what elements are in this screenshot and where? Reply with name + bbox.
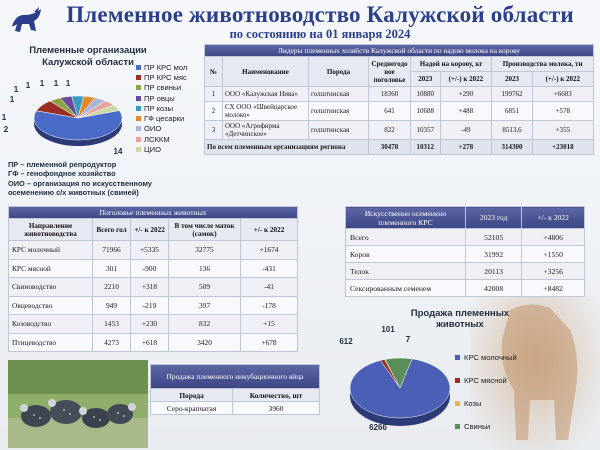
note-line: ПР – племенной репродуктор: [8, 160, 117, 169]
legend-swatch: [455, 355, 460, 360]
cell: +1674: [241, 241, 298, 260]
table-total-row: [205, 140, 594, 155]
sales-chart-legend: [455, 346, 565, 438]
note-line: осеменению с/х животных (свиней): [8, 188, 139, 198]
cell: +8482: [522, 280, 585, 297]
col-prod-diff: (+/-) к 2022: [532, 72, 593, 87]
cell: КРС молочный: [9, 241, 93, 260]
legend-item: [136, 124, 206, 134]
cell: +23018: [532, 140, 593, 155]
cell: Телок: [346, 263, 466, 280]
legend-swatch: [136, 116, 141, 121]
cell: +15: [241, 315, 298, 334]
col-prod: Производства молока, тн: [492, 57, 594, 72]
table-row: [205, 102, 594, 121]
cell: 10688: [411, 102, 441, 121]
cell: ООО «Агрофирма «Детчинское»: [223, 121, 309, 140]
cell: 20113: [466, 263, 522, 280]
pie-data-label: 1: [65, 79, 71, 88]
cell: +230: [131, 315, 169, 334]
cell: -49: [440, 121, 492, 140]
cell: 10312: [411, 140, 441, 155]
cell: Свиноводство: [9, 278, 93, 297]
hatch-col-qty: Количество, шт: [233, 389, 320, 402]
cell: 42008: [466, 280, 522, 297]
pie-data-label: 612: [339, 337, 353, 346]
hatch-caption: Продажа племенного инкубационного яйца: [151, 365, 320, 389]
cell: 2: [205, 102, 223, 121]
guinea-fowl-photo: [8, 360, 148, 448]
legend-label: ПР КРС мол: [144, 62, 188, 72]
orgs-chart-legend: [136, 62, 206, 155]
cell: 30478: [369, 140, 411, 155]
orgs-chart-title: Племенные организации Калужской области: [29, 45, 147, 68]
note-line: ОИО – организация по искусственному: [8, 178, 152, 188]
legend-label: ОИО: [144, 124, 162, 134]
cell: 6851: [492, 102, 532, 121]
legend-label: ГФ цесарки: [144, 114, 185, 124]
col-total: Всего гол: [93, 219, 131, 241]
cell: 3: [205, 121, 223, 140]
cell: 10357: [411, 121, 441, 140]
cell: голштинская: [309, 102, 369, 121]
ai-col-year: 2023 год: [466, 207, 522, 229]
legend-label: ЦИО: [144, 145, 161, 155]
cell: -178: [241, 296, 298, 315]
cell: 4273: [93, 333, 131, 352]
cell: Птицеводство: [9, 333, 93, 352]
cell: +3256: [522, 263, 585, 280]
cell: КРС мясной: [9, 259, 93, 278]
hatchery-table: [150, 364, 320, 415]
cell: +618: [131, 333, 169, 352]
legend-item: [136, 72, 206, 82]
legend-swatch: [136, 126, 141, 131]
legend-label: Козы: [464, 399, 482, 408]
table-row: [346, 280, 585, 297]
cell: 832: [169, 315, 241, 334]
cell: +355: [532, 121, 593, 140]
pie-data-label: 1: [13, 85, 19, 94]
cell: 199762: [492, 87, 532, 102]
ai-caption: Искусственно осеменено племенного КРС: [346, 207, 466, 229]
pie-data-label: 7: [405, 335, 411, 344]
legend-item: [455, 392, 565, 415]
legend-item: [136, 83, 206, 93]
cell: голштинская: [309, 121, 369, 140]
cell: +318: [131, 278, 169, 297]
cell: 3420: [169, 333, 241, 352]
cell: 71966: [93, 241, 131, 260]
legend-label: КРС молочный: [464, 353, 517, 362]
col-prod-2023: 2023: [492, 72, 532, 87]
legend-swatch: [136, 96, 141, 101]
pie-data-label: 6266: [369, 423, 387, 432]
col-yield: Надой на корову, кг: [411, 57, 492, 72]
table-row: [9, 333, 298, 352]
note-line: ГФ – генофондное хозяйство: [8, 169, 116, 179]
table-row: [9, 278, 298, 297]
cell: Серо-крапчатая: [151, 402, 233, 415]
cell: 10880: [411, 87, 441, 102]
col-name: Наименование: [223, 57, 309, 87]
cell: -219: [131, 296, 169, 315]
page-title: Племенное животноводство Калужской области: [66, 2, 574, 27]
legend-label: Свиньи: [464, 422, 491, 431]
legend-swatch: [136, 65, 141, 70]
cell: 32775: [169, 241, 241, 260]
col-direction: Направление животноводства: [9, 219, 93, 241]
cell: +278: [440, 140, 492, 155]
legend-item: [455, 415, 565, 438]
cell: -41: [241, 278, 298, 297]
sales-pie-chart: [330, 318, 460, 448]
cell: 8513,6: [492, 121, 532, 140]
cell: -900: [131, 259, 169, 278]
cell: Овцеводство: [9, 296, 93, 315]
legend-item: [455, 369, 565, 392]
col-breed: Порода: [309, 57, 369, 87]
hatch-col-breed: Порода: [151, 389, 233, 402]
page-subtitle: по состоянию на 01 января 2024: [229, 27, 411, 41]
cell: СХ ООО «Швейцарское молоко»: [223, 102, 309, 121]
legend-label: ПР козы: [144, 103, 174, 113]
legend-item: [455, 346, 565, 369]
ai-col-diff: +/- к 2022: [522, 207, 585, 229]
table-row: [205, 121, 594, 140]
col-diff2: +/- к 2022: [241, 219, 298, 241]
legend-label: ПР КРС мяс: [144, 72, 187, 82]
pie-data-label: 1: [9, 95, 15, 104]
col-diff: +/- к 2022: [131, 219, 169, 241]
pie-data-label: 2: [3, 125, 9, 134]
table-row: [9, 296, 298, 315]
legend-swatch: [136, 106, 141, 111]
bull-logo-icon: [10, 6, 44, 36]
cell: +678: [241, 333, 298, 352]
legend-label: ЛСККМ: [144, 134, 170, 144]
legend-item: [136, 93, 206, 103]
cell: -431: [241, 259, 298, 278]
orgs-pie-chart: [0, 70, 140, 160]
cell: 136: [169, 259, 241, 278]
pie-data-label: 1: [1, 113, 7, 122]
legend-swatch: [455, 378, 460, 383]
cell: Сексированным семенем: [346, 280, 466, 297]
legend-item: [136, 144, 206, 154]
table-row: [9, 241, 298, 260]
abbreviation-notes: [8, 160, 208, 198]
legend-swatch: [136, 85, 141, 90]
cell: +488: [440, 102, 492, 121]
cell: 1453: [93, 315, 131, 334]
leaders-caption: Лидеры племенных хозяйств Калужской области по надою молока на корову: [205, 45, 594, 57]
cell: 822: [369, 121, 411, 140]
cell: ООО «Калужская Нива»: [223, 87, 309, 102]
cell: 18360: [369, 87, 411, 102]
table-row: [9, 315, 298, 334]
legend-label: ПР овцы: [144, 93, 175, 103]
legend-label: КРС мясной: [464, 376, 507, 385]
table-row: [205, 87, 594, 102]
col-yield-diff: (+/-) к 2022: [440, 72, 492, 87]
table-row: [346, 246, 585, 263]
pie-data-label: 101: [381, 325, 395, 334]
col-num: №: [205, 57, 223, 87]
cell: Всего: [346, 229, 466, 246]
sales-chart-title: Продажа племенных животных: [410, 308, 510, 330]
legend-item: [136, 113, 206, 123]
legend-swatch: [136, 147, 141, 152]
cell: 31992: [466, 246, 522, 263]
table-row: [346, 229, 585, 246]
pie-data-label: 14: [113, 147, 123, 156]
legend-swatch: [136, 137, 141, 142]
legend-item: [136, 103, 206, 113]
cell: 52105: [466, 229, 522, 246]
pie-data-label: 1: [53, 79, 59, 88]
cell: голштинская: [309, 87, 369, 102]
cell: По всем племенным организациям региона: [205, 140, 369, 155]
livestock-caption: Поголовье племенных животных: [9, 207, 298, 219]
cell: +578: [532, 102, 593, 121]
legend-item: [136, 134, 206, 144]
cell: 2210: [93, 278, 131, 297]
legend-label: ПР свиньи: [144, 83, 182, 93]
cell: +290: [440, 87, 492, 102]
cell: 3960: [233, 402, 320, 415]
cell: Коров: [346, 246, 466, 263]
cell: 314300: [492, 140, 532, 155]
table-row: [9, 259, 298, 278]
pie-data-label: 1: [25, 81, 31, 90]
cell: +5335: [131, 241, 169, 260]
legend-item: [136, 62, 206, 72]
col-yield-2023: 2023: [411, 72, 441, 87]
cell: 509: [169, 278, 241, 297]
cell: +4806: [522, 229, 585, 246]
pie-data-label: 1: [39, 79, 45, 88]
table-row: [151, 402, 320, 415]
cell: +1550: [522, 246, 585, 263]
legend-swatch: [136, 75, 141, 80]
cell: +6603: [532, 87, 593, 102]
legend-swatch: [455, 424, 460, 429]
livestock-table: [8, 206, 298, 352]
col-herd: Среднегодо вое поголовье: [369, 57, 411, 87]
cell: 1: [205, 87, 223, 102]
cell: Козоводство: [9, 315, 93, 334]
cell: 641: [369, 102, 411, 121]
cell: 949: [93, 296, 131, 315]
ai-table: [345, 206, 585, 297]
table-row: [346, 263, 585, 280]
col-females: В том числе маток (самок): [169, 219, 241, 241]
cell: 397: [169, 296, 241, 315]
leaders-table: [204, 44, 594, 155]
legend-swatch: [455, 401, 460, 406]
cell: 301: [93, 259, 131, 278]
